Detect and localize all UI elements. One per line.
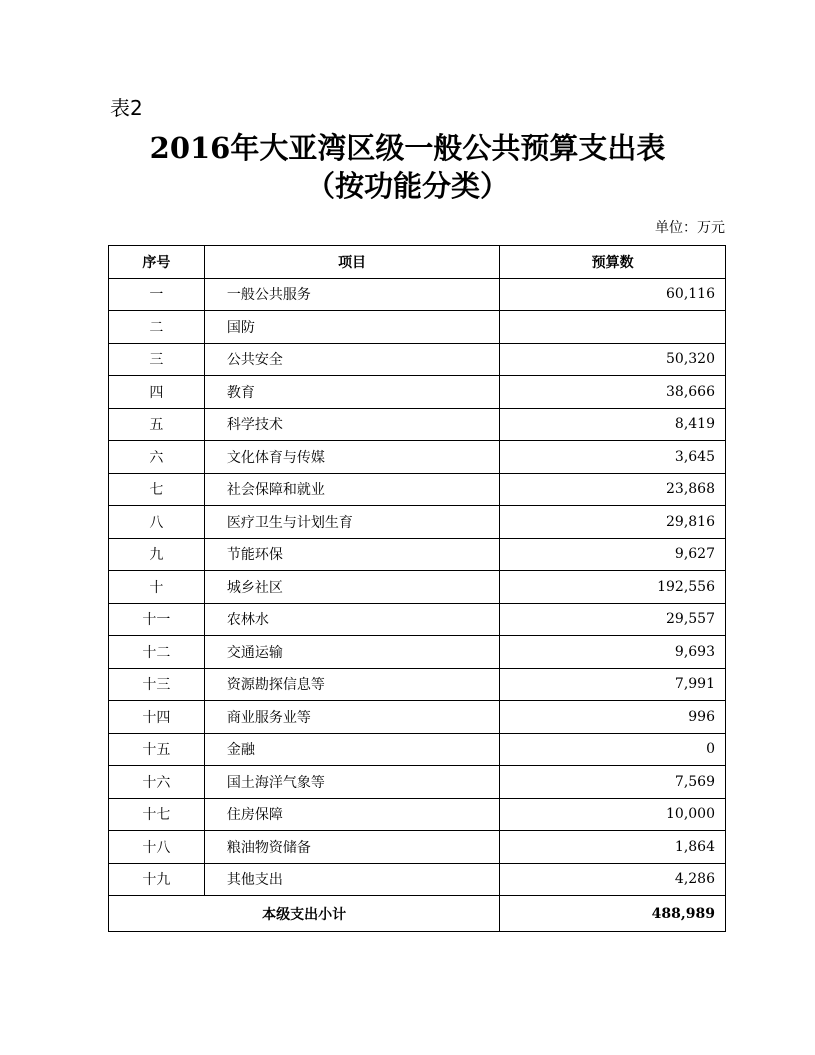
table-row [109,473,726,506]
header-item: 项目 [204,246,499,279]
row-number: 一 [109,278,205,311]
row-number: 十二 [109,636,205,669]
table-row [109,278,726,311]
table-row [109,603,726,636]
row-amount: 3,645 [500,441,726,474]
row-amount [500,311,726,344]
row-amount: 996 [500,701,726,734]
header-amount: 预算数 [500,246,726,279]
table-row [109,701,726,734]
row-amount: 38,666 [500,376,726,409]
row-amount: 8,419 [500,408,726,441]
table-row [109,311,726,344]
row-number: 十四 [109,701,205,734]
row-amount: 192,556 [500,571,726,604]
row-number: 十五 [109,733,205,766]
row-number: 六 [109,441,205,474]
row-item: 一般公共服务 [204,278,499,311]
row-item: 医疗卫生与计划生育 [204,506,499,539]
page-title: 2016年大亚湾区级一般公共预算支出表 [149,131,666,165]
row-amount: 10,000 [500,798,726,831]
row-number: 四 [109,376,205,409]
table-row [109,538,726,571]
budget-table [108,245,726,932]
table-row [109,831,726,864]
total-row [109,896,726,932]
row-item: 节能环保 [204,538,499,571]
page-subtitle: （按功能分类） [305,169,509,203]
table-row [109,733,726,766]
table-row [109,798,726,831]
row-amount: 7,569 [500,766,726,799]
table-row [109,376,726,409]
table-row [109,863,726,896]
row-item: 教育 [204,376,499,409]
row-amount: 1,864 [500,831,726,864]
row-number: 九 [109,538,205,571]
row-item: 城乡社区 [204,571,499,604]
table-label: 表2 [110,96,143,120]
row-amount: 23,868 [500,473,726,506]
row-amount: 7,991 [500,668,726,701]
unit-note: 单位：万元 [655,220,725,236]
row-item: 住房保障 [204,798,499,831]
table-header-row [109,246,726,279]
row-item: 粮油物资储备 [204,831,499,864]
row-number: 十 [109,571,205,604]
row-item: 国防 [204,311,499,344]
row-item: 金融 [204,733,499,766]
row-amount: 9,627 [500,538,726,571]
row-item: 资源勘探信息等 [204,668,499,701]
row-item: 文化体育与传媒 [204,441,499,474]
row-number: 八 [109,506,205,539]
row-number: 十三 [109,668,205,701]
row-amount: 60,116 [500,278,726,311]
row-item: 公共安全 [204,343,499,376]
row-amount: 29,557 [500,603,726,636]
row-item: 社会保障和就业 [204,473,499,506]
row-number: 十九 [109,863,205,896]
row-number: 十八 [109,831,205,864]
row-amount: 50,320 [500,343,726,376]
total-label: 本级支出小计 [109,896,500,932]
row-item: 国土海洋气象等 [204,766,499,799]
table-row [109,766,726,799]
row-item: 商业服务业等 [204,701,499,734]
row-amount: 9,693 [500,636,726,669]
total-amount: 488,989 [500,896,726,932]
table-row [109,343,726,376]
table-row [109,636,726,669]
row-number: 三 [109,343,205,376]
table-row [109,571,726,604]
header-number: 序号 [109,246,205,279]
row-amount: 0 [500,733,726,766]
row-item: 交通运输 [204,636,499,669]
row-number: 十七 [109,798,205,831]
row-item: 农林水 [204,603,499,636]
row-amount: 4,286 [500,863,726,896]
table-row [109,441,726,474]
row-item: 科学技术 [204,408,499,441]
row-number: 二 [109,311,205,344]
row-number: 十六 [109,766,205,799]
row-number: 七 [109,473,205,506]
row-number: 十一 [109,603,205,636]
row-item: 其他支出 [204,863,499,896]
row-number: 五 [109,408,205,441]
row-amount: 29,816 [500,506,726,539]
table-row [109,668,726,701]
table-row [109,506,726,539]
table-row [109,408,726,441]
